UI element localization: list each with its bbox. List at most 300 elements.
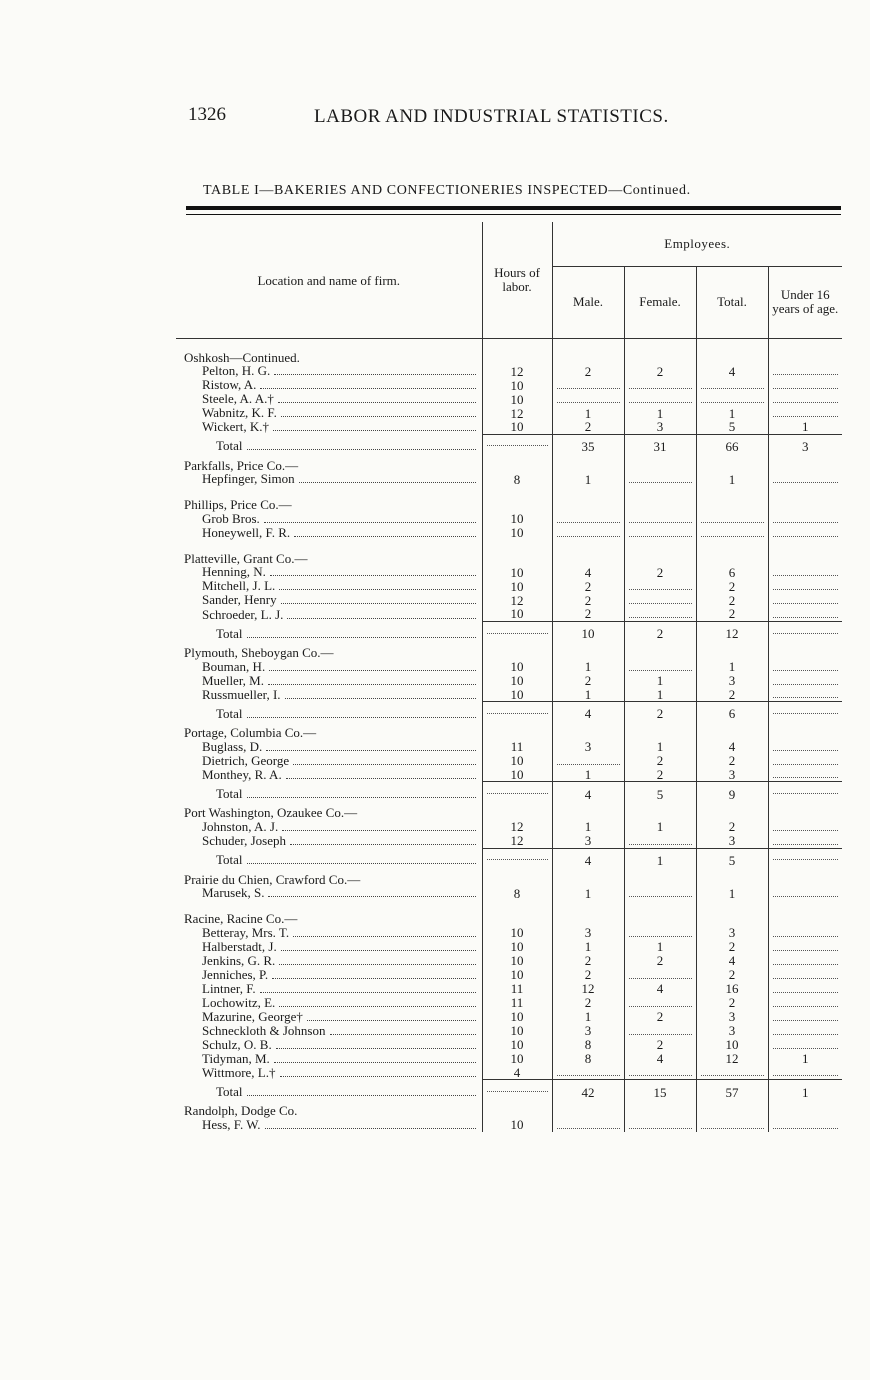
male-cell: 3 — [552, 740, 624, 754]
table-row — [176, 540, 842, 552]
hours-cell: 10 — [482, 674, 552, 688]
empty-cell — [482, 726, 552, 740]
firm-name-text: Bouman, H. — [202, 659, 266, 674]
hours-cell: 10 — [482, 688, 552, 702]
under16-cell — [768, 526, 842, 540]
empty-dots — [701, 401, 764, 403]
female-cell: 31 — [624, 434, 696, 459]
col-header-under16: Under 16 years of age. — [768, 266, 842, 338]
firm-name — [176, 834, 482, 848]
empty-dots — [773, 991, 839, 993]
spacer-cell — [624, 900, 696, 912]
dot-leader — [281, 416, 476, 417]
firm-name-text: Marusek, S. — [202, 886, 265, 901]
empty-cell — [552, 459, 624, 473]
female-cell — [624, 1066, 696, 1080]
under16-cell — [768, 472, 842, 486]
dot-leader — [293, 764, 475, 765]
male-cell: 2 — [552, 954, 624, 968]
table-row — [176, 768, 842, 782]
total-label-text: Total — [216, 786, 243, 802]
empty-dots — [487, 632, 548, 634]
female-cell — [624, 392, 696, 406]
female-cell — [624, 996, 696, 1010]
empty-dots — [557, 1127, 620, 1129]
table-row — [176, 646, 842, 660]
name-leader — [176, 526, 482, 540]
page-number: 1326 — [188, 104, 226, 125]
male-cell: 42 — [552, 1080, 624, 1105]
male-cell: 4 — [552, 782, 624, 807]
empty-cell — [624, 873, 696, 887]
group-name: Randolph, Dodge Co. — [184, 1104, 298, 1118]
empty-dots — [773, 712, 839, 714]
dot-leader — [247, 637, 476, 638]
dot-leader — [247, 863, 476, 864]
total-label — [176, 782, 482, 807]
empty-cell — [624, 1104, 696, 1118]
total-label-text: Total — [216, 706, 243, 721]
firm-name-text: Wabnitz, K. F. — [202, 406, 277, 421]
empty-cell — [768, 726, 842, 740]
table-row — [176, 806, 842, 820]
dot-leader — [247, 1095, 476, 1096]
dot-leader — [281, 950, 476, 951]
firm-name-text: Steele, A. A.† — [202, 392, 274, 407]
firm-name — [176, 754, 482, 768]
total-cell: 2 — [696, 607, 768, 621]
under16-cell — [768, 834, 842, 848]
empty-dots — [773, 1019, 839, 1021]
table-row — [176, 740, 842, 754]
empty-dots — [773, 602, 839, 604]
name-leader — [176, 740, 482, 754]
table-row — [176, 820, 842, 834]
empty-dots — [557, 1074, 620, 1076]
spacer-cell — [696, 540, 768, 552]
empty-cell — [552, 498, 624, 512]
male-cell: 1 — [552, 1010, 624, 1024]
firm-name-text: Honeywell, F. R. — [202, 525, 291, 540]
table-row — [176, 1010, 842, 1024]
empty-cell — [482, 351, 552, 365]
empty-cell — [696, 498, 768, 512]
empty-cell — [624, 459, 696, 473]
dot-leader — [282, 830, 475, 831]
hours-cell — [482, 1080, 552, 1105]
male-cell: 8 — [552, 1038, 624, 1052]
empty-dots — [629, 1074, 692, 1076]
empty-cell — [552, 646, 624, 660]
empty-cell — [768, 873, 842, 887]
total-cell: 2 — [696, 754, 768, 768]
hours-cell: 10 — [482, 754, 552, 768]
name-leader — [176, 512, 482, 526]
total-cell — [696, 1118, 768, 1132]
group-name: Prairie du Chien, Crawford Co.— — [184, 872, 361, 887]
empty-dots — [773, 895, 839, 897]
firm-name-text: Tidyman, M. — [202, 1051, 270, 1066]
hours-cell: 11 — [482, 982, 552, 996]
dot-leader — [287, 618, 475, 619]
total-label — [176, 434, 482, 459]
firm-name — [176, 940, 482, 954]
firm-name-text: Jenniches, P. — [202, 967, 269, 982]
name-leader — [176, 768, 482, 782]
name-leader — [176, 579, 482, 593]
firm-name-text: Sander, Henry — [202, 593, 277, 608]
spacer-cell — [482, 540, 552, 552]
empty-dots — [701, 1127, 764, 1129]
female-cell: 2 — [624, 768, 696, 782]
hours-cell: 10 — [482, 1052, 552, 1066]
empty-dots — [773, 415, 839, 417]
hours-cell: 12 — [482, 593, 552, 607]
firm-name-text: Mueller, M. — [202, 673, 264, 688]
col-header-female: Female. — [624, 266, 696, 338]
total-cell — [696, 1066, 768, 1080]
table-row — [176, 1080, 842, 1105]
name-leader — [176, 1038, 482, 1052]
hours-cell — [482, 782, 552, 807]
table-row — [176, 472, 842, 486]
table-row — [176, 392, 842, 406]
dot-leader — [268, 684, 476, 685]
firm-name — [176, 820, 482, 834]
empty-cell — [696, 459, 768, 473]
empty-dots — [701, 535, 764, 537]
col-header-employees: Employees. — [552, 222, 842, 266]
empty-dots — [773, 1033, 839, 1035]
empty-cell — [696, 912, 768, 926]
firm-name-text: Hess, F. W. — [202, 1118, 261, 1132]
empty-dots — [773, 535, 839, 537]
empty-dots — [773, 963, 839, 965]
under16-cell: 1 — [768, 1080, 842, 1105]
dot-leader — [269, 670, 475, 671]
name-leader — [176, 996, 482, 1010]
table-row — [176, 873, 842, 887]
group-name: Phillips, Price Co.— — [184, 498, 292, 512]
male-cell: 1 — [552, 472, 624, 486]
firm-name-text: Betteray, Mrs. T. — [202, 925, 290, 940]
empty-dots — [773, 632, 839, 634]
total-cell: 3 — [696, 834, 768, 848]
table-row — [176, 526, 842, 540]
firm-name-text: Russmueller, I. — [202, 687, 281, 702]
name-leader — [176, 420, 482, 434]
total-cell: 1 — [696, 660, 768, 674]
male-cell: 1 — [552, 886, 624, 900]
empty-dots — [773, 1005, 839, 1007]
empty-cell — [552, 726, 624, 740]
empty-dots — [773, 683, 839, 685]
spacer-cell — [552, 900, 624, 912]
spacer-cell — [696, 486, 768, 498]
firm-name — [176, 512, 482, 526]
empty-cell — [552, 806, 624, 820]
empty-dots — [487, 792, 548, 794]
total-cell: 5 — [696, 848, 768, 873]
female-cell: 1 — [624, 940, 696, 954]
male-cell: 1 — [552, 688, 624, 702]
hours-cell — [482, 702, 552, 727]
spacer-cell — [552, 540, 624, 552]
firm-name — [176, 688, 482, 702]
table-row — [176, 926, 842, 940]
female-cell: 4 — [624, 982, 696, 996]
empty-cell — [482, 806, 552, 820]
male-cell: 12 — [552, 982, 624, 996]
firm-name-text: Pelton, H. G. — [202, 364, 271, 379]
total-cell: 2 — [696, 579, 768, 593]
hours-cell: 10 — [482, 579, 552, 593]
hours-cell: 10 — [482, 526, 552, 540]
female-cell: 1 — [624, 674, 696, 688]
under16-cell — [768, 378, 842, 392]
firm-name-text: Johnston, A. J. — [202, 820, 279, 835]
hours-cell: 10 — [482, 954, 552, 968]
empty-cell — [482, 552, 552, 566]
empty-dots — [629, 895, 692, 897]
hours-cell: 10 — [482, 926, 552, 940]
table-row — [176, 593, 842, 607]
spacer-cell — [768, 900, 842, 912]
firm-name — [176, 1118, 482, 1132]
female-cell — [624, 472, 696, 486]
firm-name — [176, 660, 482, 674]
under16-cell — [768, 940, 842, 954]
empty-dots — [773, 829, 839, 831]
table-row — [176, 1066, 842, 1080]
firm-name-text: Schneckloth & Johnson — [202, 1023, 326, 1038]
empty-dots — [773, 373, 839, 375]
female-cell — [624, 834, 696, 848]
empty-dots — [773, 749, 839, 751]
empty-dots — [629, 588, 692, 590]
empty-dots — [557, 401, 620, 403]
hours-cell: 10 — [482, 392, 552, 406]
female-cell: 1 — [624, 740, 696, 754]
female-cell — [624, 968, 696, 982]
under16-cell — [768, 982, 842, 996]
empty-dots — [773, 792, 839, 794]
under16-cell: 3 — [768, 434, 842, 459]
hours-cell: 10 — [482, 378, 552, 392]
male-cell — [552, 392, 624, 406]
table-row — [176, 702, 842, 727]
firm-name-text: Schroeder, L. J. — [202, 607, 284, 622]
name-leader — [176, 926, 482, 940]
col-header-total: Total. — [696, 266, 768, 338]
group-name: Parkfalls, Price Co.— — [184, 458, 299, 473]
top-rule-thin — [186, 214, 841, 215]
female-cell — [624, 1118, 696, 1132]
male-cell — [552, 378, 624, 392]
empty-cell — [552, 912, 624, 926]
hours-cell: 10 — [482, 1118, 552, 1132]
female-cell: 2 — [624, 702, 696, 727]
table-row — [176, 660, 842, 674]
dot-leader — [270, 575, 476, 576]
name-leader — [176, 674, 482, 688]
firm-name-text: Buglass, D. — [202, 739, 263, 754]
under16-cell — [768, 1066, 842, 1080]
total-cell: 2 — [696, 968, 768, 982]
group-name: Portage, Columbia Co.— — [184, 726, 317, 740]
under16-cell — [768, 565, 842, 579]
female-cell — [624, 607, 696, 621]
total-cell — [696, 392, 768, 406]
empty-cell — [768, 552, 842, 566]
under16-cell — [768, 1010, 842, 1024]
dot-leader — [285, 698, 476, 699]
firm-name — [176, 406, 482, 420]
under16-cell — [768, 740, 842, 754]
empty-dots — [773, 521, 839, 523]
under16-cell — [768, 926, 842, 940]
name-leader — [176, 707, 482, 721]
empty-cell — [552, 1104, 624, 1118]
name-leader — [176, 1052, 482, 1066]
female-cell: 5 — [624, 782, 696, 807]
hours-cell: 10 — [482, 565, 552, 579]
hours-cell: 10 — [482, 968, 552, 982]
empty-dots — [629, 602, 692, 604]
empty-dots — [629, 977, 692, 979]
empty-cell — [482, 1104, 552, 1118]
dot-leader — [307, 1020, 476, 1021]
empty-dots — [629, 843, 692, 845]
empty-cell — [482, 873, 552, 887]
empty-dots — [557, 763, 620, 765]
empty-dots — [773, 481, 839, 483]
table-row — [176, 674, 842, 688]
table-row — [176, 579, 842, 593]
hours-cell — [482, 622, 552, 647]
under16-cell — [768, 607, 842, 621]
firm-name-text: Halberstadt, J. — [202, 939, 277, 954]
table-row — [176, 754, 842, 768]
empty-cell — [696, 1104, 768, 1118]
empty-cell — [552, 552, 624, 566]
table-row — [176, 834, 842, 848]
table-row — [176, 1118, 842, 1132]
table-row — [176, 982, 842, 996]
firm-name — [176, 607, 482, 621]
name-leader — [176, 787, 482, 801]
name-leader — [176, 660, 482, 674]
name-leader — [176, 608, 482, 622]
hours-cell: 8 — [482, 886, 552, 900]
spacer-cell — [482, 486, 552, 498]
empty-cell — [624, 552, 696, 566]
female-cell — [624, 526, 696, 540]
total-cell: 2 — [696, 593, 768, 607]
female-cell: 3 — [624, 420, 696, 434]
empty-dots — [773, 574, 839, 576]
under16-cell — [768, 996, 842, 1010]
name-leader — [176, 406, 482, 420]
firm-name — [176, 740, 482, 754]
empty-dots — [773, 588, 839, 590]
empty-cell — [768, 912, 842, 926]
total-cell — [696, 512, 768, 526]
table-row — [176, 420, 842, 434]
hours-cell: 11 — [482, 996, 552, 1010]
total-cell: 16 — [696, 982, 768, 996]
empty-cell — [482, 459, 552, 473]
total-cell: 4 — [696, 740, 768, 754]
table-row — [176, 940, 842, 954]
female-cell — [624, 926, 696, 940]
empty-dots — [629, 387, 692, 389]
hours-cell: 12 — [482, 820, 552, 834]
empty-dots — [773, 616, 839, 618]
empty-cell — [696, 873, 768, 887]
name-leader — [176, 364, 482, 378]
dot-leader — [274, 374, 475, 375]
total-cell: 2 — [696, 820, 768, 834]
empty-dots — [629, 616, 692, 618]
male-cell: 2 — [552, 607, 624, 621]
female-cell — [624, 512, 696, 526]
male-cell — [552, 526, 624, 540]
name-leader — [176, 593, 482, 607]
empty-dots — [557, 535, 620, 537]
total-cell: 3 — [696, 1024, 768, 1038]
dot-leader — [272, 978, 475, 979]
empty-dots — [773, 1074, 839, 1076]
empty-cell — [696, 552, 768, 566]
firm-name — [176, 565, 482, 579]
hours-cell: 10 — [482, 768, 552, 782]
table-row — [176, 1024, 842, 1038]
female-cell: 2 — [624, 1010, 696, 1024]
dot-leader — [264, 522, 476, 523]
male-cell: 2 — [552, 593, 624, 607]
table-row — [176, 954, 842, 968]
spacer-cell — [696, 900, 768, 912]
total-label — [176, 1080, 482, 1105]
firm-name-text: Grob Bros. — [202, 511, 260, 526]
empty-dots — [487, 712, 548, 714]
name-leader — [176, 439, 482, 453]
table-caption: TABLE I—BAKERIES AND CONFECTIONERIES INSPECTED—Continued. — [203, 183, 691, 198]
total-cell — [696, 378, 768, 392]
header-gap — [176, 338, 842, 351]
empty-dots — [629, 401, 692, 403]
total-label-text: Total — [216, 1084, 243, 1100]
firm-name — [176, 926, 482, 940]
under16-cell — [768, 1118, 842, 1132]
empty-dots — [629, 521, 692, 523]
female-cell — [624, 1024, 696, 1038]
total-cell: 57 — [696, 1080, 768, 1105]
name-leader — [176, 1066, 482, 1080]
under16-cell — [768, 512, 842, 526]
empty-cell — [768, 351, 842, 365]
total-cell: 3 — [696, 1010, 768, 1024]
dot-leader — [260, 992, 476, 993]
under16-cell — [768, 593, 842, 607]
table-row — [176, 622, 842, 647]
name-leader — [176, 940, 482, 954]
empty-cell — [696, 726, 768, 740]
female-cell: 2 — [624, 565, 696, 579]
empty-cell — [482, 498, 552, 512]
under16-cell — [768, 364, 842, 378]
